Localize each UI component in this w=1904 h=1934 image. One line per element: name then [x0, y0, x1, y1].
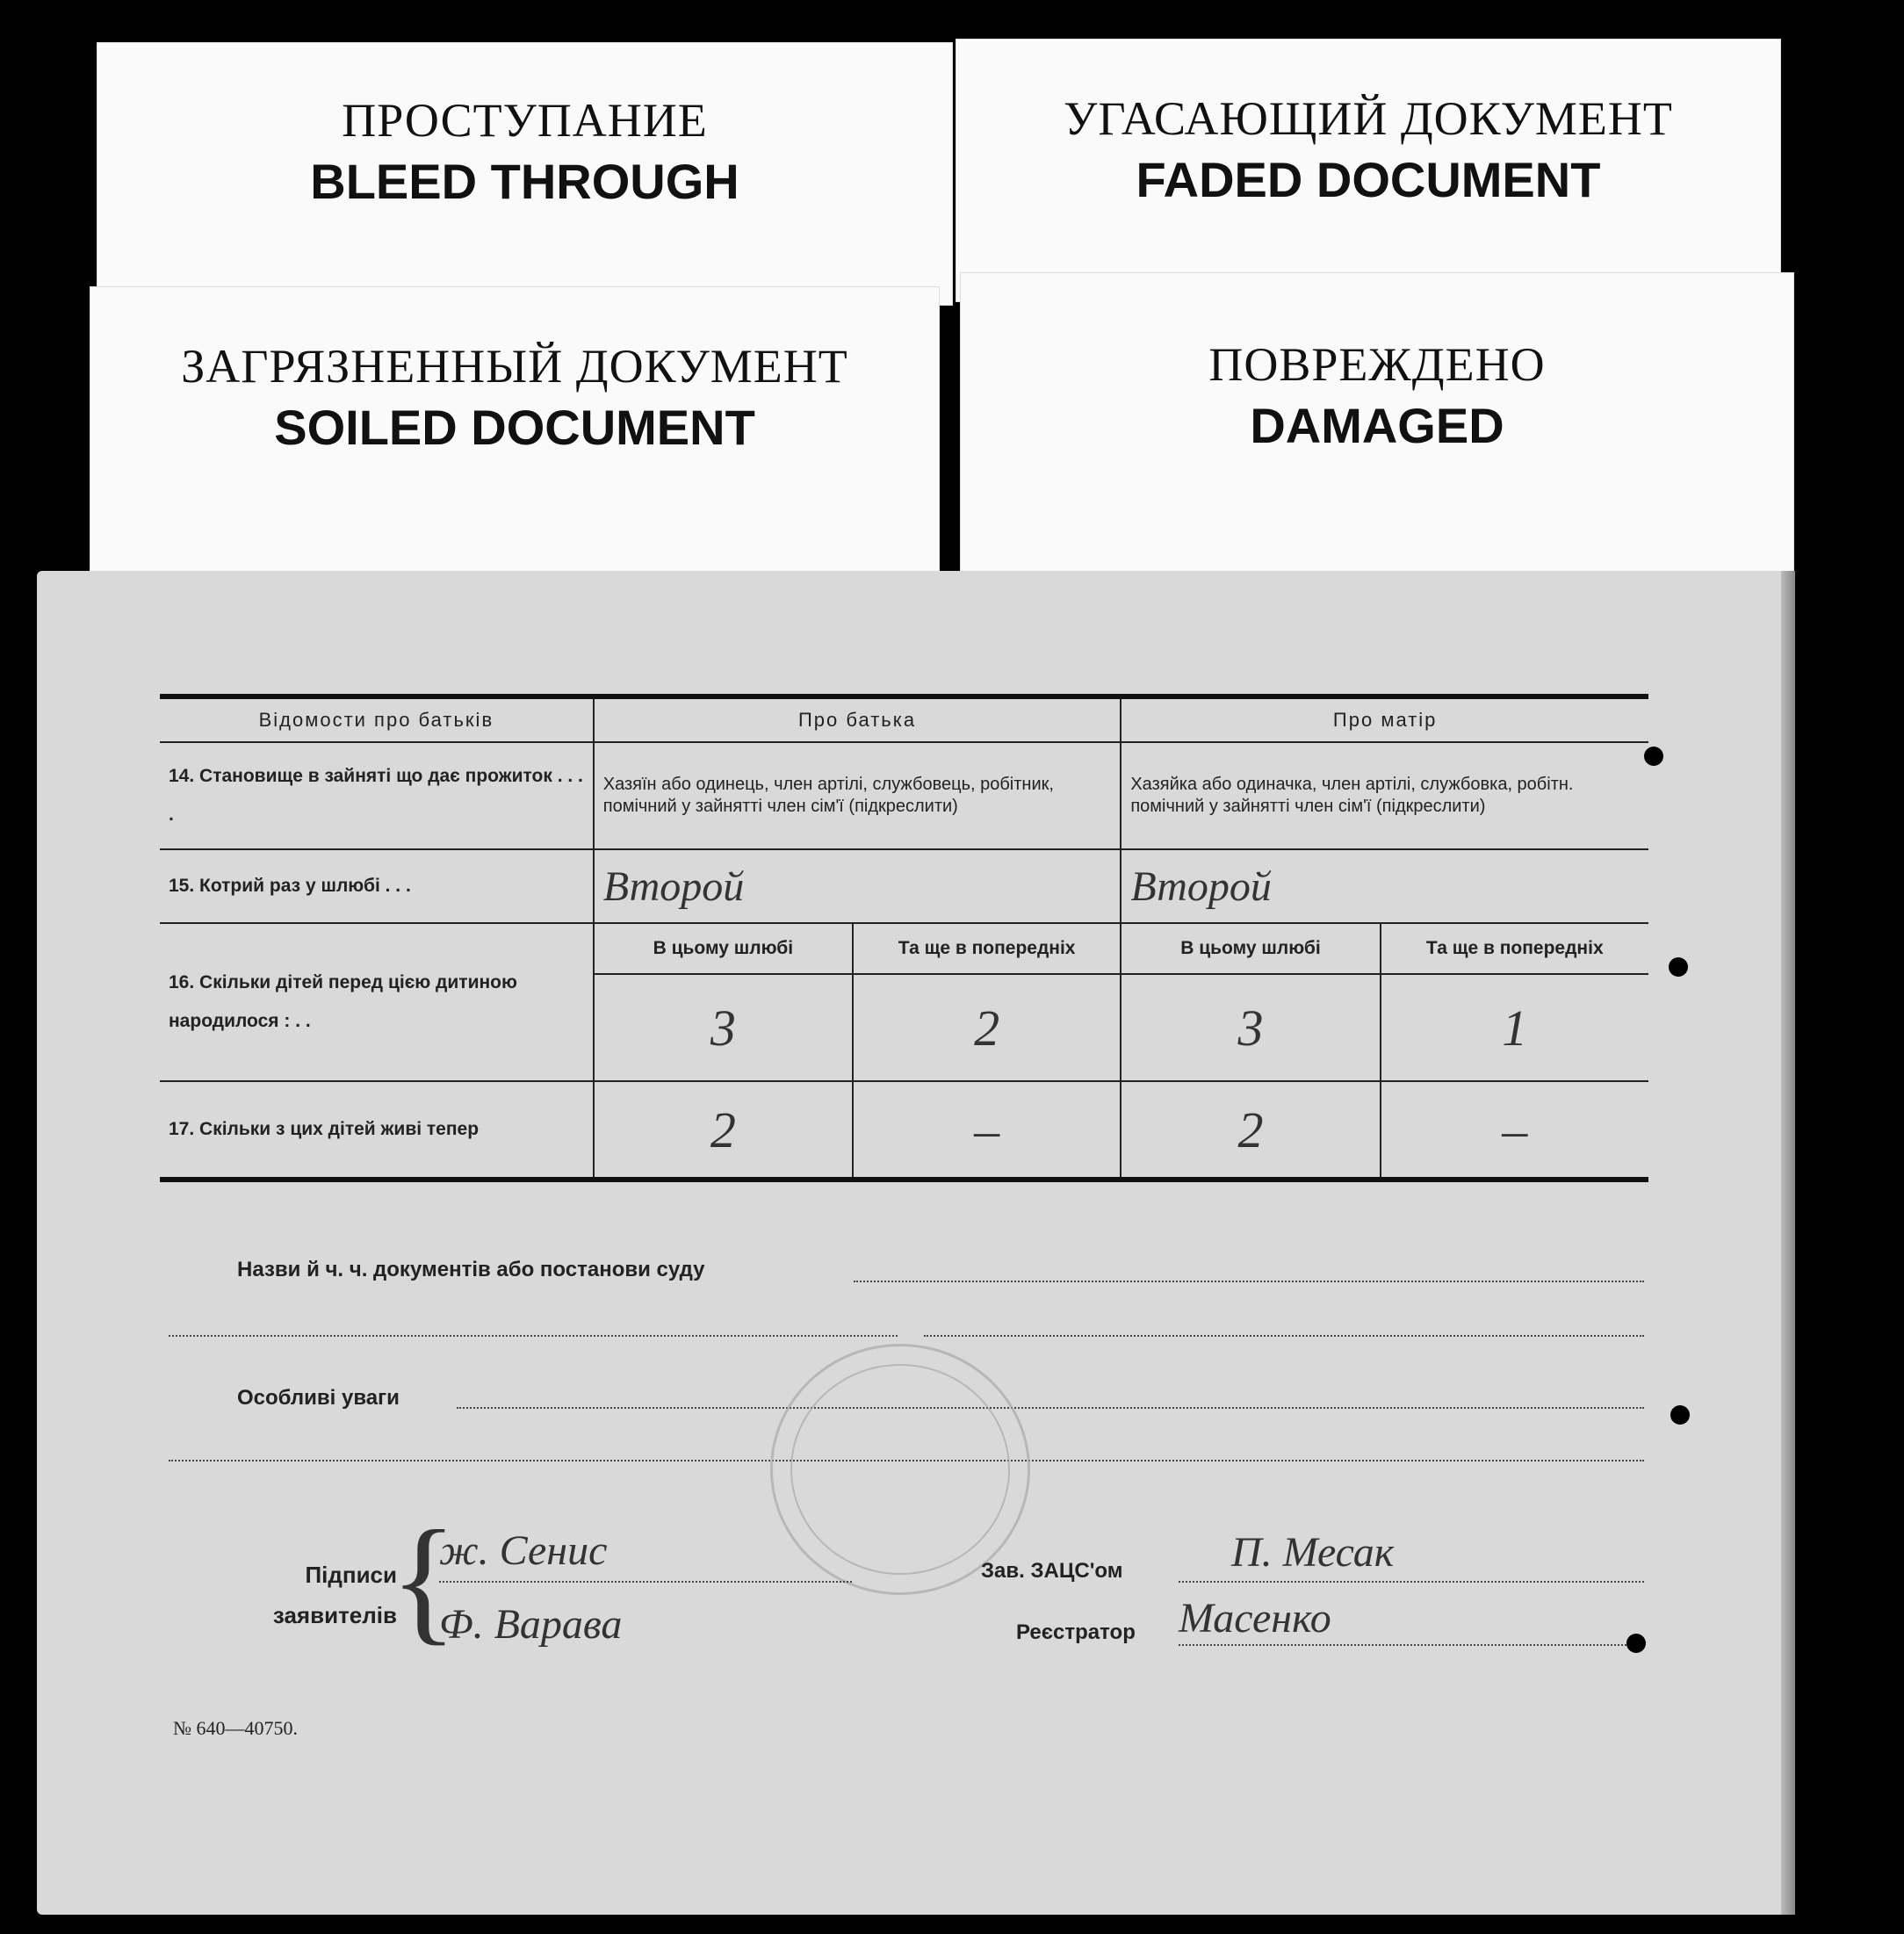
official-stamp	[770, 1344, 1030, 1595]
binding-hole	[1626, 1634, 1646, 1653]
soiled-document-card	[90, 286, 940, 576]
documents-label: Назви й ч. ч. документів або постанови суду	[237, 1258, 705, 1281]
card-ru-label: ПРОСТУПАНИЕ	[342, 94, 708, 147]
form-number: № 640—40750.	[173, 1717, 298, 1739]
subheader-mother-previous: Та ще в попередніх	[1381, 923, 1648, 974]
row-16-father-this: 3	[594, 974, 853, 1081]
documents-dotted-line-3	[924, 1335, 1644, 1337]
head-label: Зав. ЗАЦС'ом	[981, 1559, 1123, 1583]
brace-icon: {	[390, 1501, 458, 1657]
faded-document-card	[956, 39, 1781, 302]
damaged-card	[960, 272, 1794, 574]
row-17-mother-prev: –	[1381, 1081, 1648, 1180]
subheader-father-this: В цьому шлюбі	[594, 923, 853, 974]
head-signature-line	[1179, 1581, 1644, 1583]
applicants-signatures-label	[186, 1555, 397, 1635]
row-15-father-value: Второй	[594, 849, 1121, 923]
card-en-label: FADED DOCUMENT	[1136, 152, 1601, 207]
table-subheader-row	[160, 923, 1648, 974]
table-row-17	[160, 1081, 1648, 1180]
applicant-1-line	[439, 1581, 852, 1583]
applicant-1-signature: ж. Сенис	[439, 1527, 608, 1574]
header-mother: Про матір	[1121, 696, 1648, 742]
row-17-mother-this: 2	[1121, 1081, 1380, 1180]
birth-registration-form	[37, 571, 1790, 1915]
row-14-father: Хазяїн або одинець, член артілі, службовець, робітник, помічний у зайнятті член сім'ї (підкреслити)	[594, 742, 1121, 849]
header-parents-info: Відомости про батьків	[160, 696, 594, 742]
card-en-label: BLEED THROUGH	[310, 154, 739, 209]
registrar-signature-line	[1179, 1644, 1644, 1646]
table-row-15	[160, 849, 1648, 923]
row-14-label: 14. Становище в зайняті що дає прожиток . . . .	[160, 742, 594, 849]
row-17-father-this: 2	[594, 1081, 853, 1180]
applicants-label-1: Підписи	[305, 1562, 397, 1588]
binding-hole	[1644, 747, 1663, 766]
header-father: Про батька	[594, 696, 1121, 742]
table-header-row	[160, 696, 1648, 742]
row-15-mother-value: Второй	[1121, 849, 1648, 923]
card-ru-label: ЗАГРЯЗНЕННЫЙ ДОКУМЕНТ	[181, 340, 848, 393]
row-16-father-prev: 2	[853, 974, 1121, 1081]
parents-info-table	[160, 694, 1648, 1182]
card-ru-label: ПОВРЕЖДЕНО	[1208, 338, 1546, 391]
sheet-edge	[1781, 571, 1795, 1915]
row-16-mother-prev: 1	[1381, 974, 1648, 1081]
card-en-label: SOILED DOCUMENT	[274, 400, 755, 455]
registrar-label: Реєстратор	[1016, 1620, 1136, 1644]
subheader-mother-this: В цьому шлюбі	[1121, 923, 1380, 974]
subheader-father-previous: Та ще в попередніх	[853, 923, 1121, 974]
binding-hole	[1670, 1405, 1690, 1425]
applicants-label-2: заявителів	[272, 1602, 397, 1628]
bleed-through-card	[97, 42, 953, 306]
applicant-2-signature: Ф. Варава	[439, 1601, 623, 1648]
row-15-label: 15. Котрий раз у шлюбі . . .	[160, 849, 594, 923]
card-ru-label: УГАСАЮЩИЙ ДОКУМЕНТ	[1064, 92, 1673, 145]
row-17-father-prev: –	[853, 1081, 1121, 1180]
head-signature: П. Месак	[1231, 1529, 1395, 1576]
row-16-label: 16. Скільки дітей перед цією дитиною народилося : . .	[160, 923, 594, 1081]
registrar-signature: Масенко	[1179, 1595, 1331, 1642]
remarks-dotted-line	[457, 1407, 1644, 1409]
row-16-mother-this: 3	[1121, 974, 1380, 1081]
binding-hole	[1669, 957, 1688, 977]
remarks-label: Особливі уваги	[237, 1386, 400, 1410]
row-14-mother: Хазяйка або одиначка, член артілі, службовка, робітн. помічний у зайнятті член сім'ї (підкреслити)	[1121, 742, 1648, 849]
card-en-label: DAMAGED	[1250, 398, 1504, 453]
row-17-label: 17. Скільки з цих дітей живі тепер	[160, 1081, 594, 1180]
table-row-14	[160, 742, 1648, 849]
documents-dotted-line-2	[169, 1335, 898, 1337]
documents-dotted-line	[854, 1281, 1644, 1282]
